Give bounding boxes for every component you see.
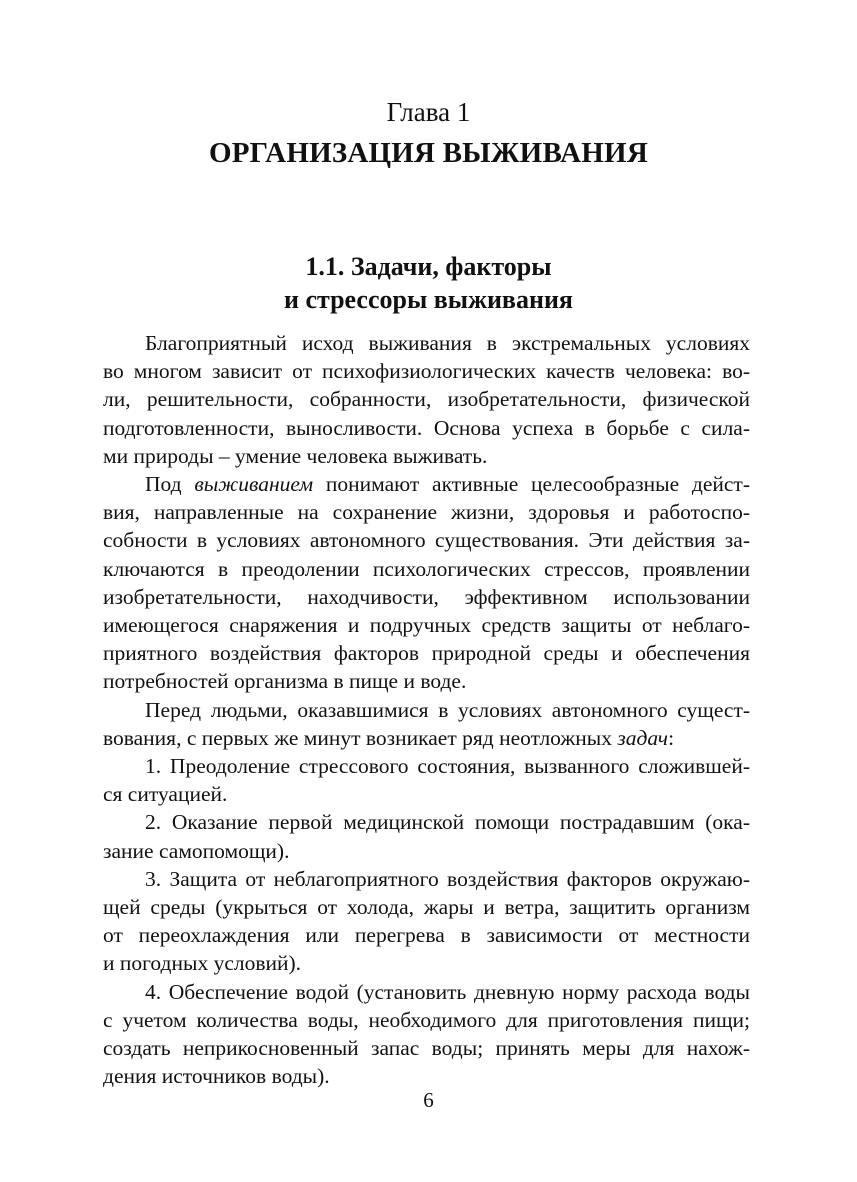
text-fragment: понимают активные целесообразные дейст-: [313, 472, 750, 497]
italic-term: задач: [617, 725, 669, 750]
text-line: подготовленности, выносливости. Основа успеха в борьбе с сила-: [103, 415, 750, 440]
text-line: ми природы – умение человека выживать.: [103, 443, 488, 468]
text-line: 4. Обеспечение водой (установить дневную норму расхода воды: [145, 979, 750, 1004]
section-title: [0, 250, 857, 316]
page-number: 6: [423, 1088, 434, 1112]
text-line: потребностей организма в пище и воде.: [103, 669, 467, 694]
text-line: [103, 724, 750, 752]
list-item-2: [103, 808, 750, 864]
text-line: вия, направленные на сохранение жизни, здоровья и работоспо-: [103, 500, 750, 525]
text-line: 1. Преодоление стрессового состояния, вызванного сложившей-: [145, 754, 750, 779]
text-line: во многом зависит от психофизиологических качеств человека: во-: [103, 359, 750, 384]
chapter-title: ОРГАНИЗАЦИЯ ВЫЖИВАНИЯ: [209, 137, 648, 169]
text-line: [103, 470, 750, 498]
section-title-line-1: 1.1. Задачи, факторы: [305, 252, 552, 281]
paragraph-3: [103, 696, 750, 752]
text-line: имеющегося снаряжения и подручных средств защиты от неблаго-: [103, 613, 750, 638]
list-item-3: [103, 865, 750, 978]
text-line: дения источников воды).: [103, 1064, 330, 1089]
paragraph-1: [103, 329, 750, 470]
text-line: Благоприятный исход выживания в экстремальных условиях: [145, 331, 750, 355]
text-line: изобретательности, находчивости, эффективном использовании: [103, 584, 750, 609]
text-line: приятного воздействия факторов природной среды и обеспечения: [103, 641, 750, 666]
text-line: ключаются в преодолении психологических стрессов, проявлении: [103, 556, 750, 581]
text-line: собности в условиях автономного существования. Эти действия за-: [103, 528, 750, 553]
text-line: с учетом количества воды, необходимого для приготовления пищи;: [103, 1007, 750, 1032]
text-line: зание самопомощи).: [103, 838, 290, 863]
text-line: ся ситуацией.: [103, 782, 228, 807]
text-fragment: Под: [145, 472, 195, 497]
list-item-1: [103, 752, 750, 808]
italic-term: выживанием: [194, 472, 314, 497]
paragraph-2: [103, 470, 750, 696]
text-fragment: :: [668, 725, 675, 750]
text-fragment: вования, с первых же минут возникает ряд неотложных: [103, 725, 618, 750]
text-line: 2. Оказание первой медицинской помощи пострадавшим (ока-: [145, 810, 750, 835]
text-line: от переохлаждения или перегрева в зависимости от местности: [103, 923, 750, 948]
chapter-label: Глава 1: [386, 97, 471, 127]
section-title-line-2: и стрессоры выживания: [283, 285, 573, 314]
text-line: ли, решительности, собранности, изобретательности, физической: [103, 387, 750, 412]
body-text: [103, 329, 750, 1090]
text-line: щей среды (укрыться от холода, жары и ветра, защитить организм: [103, 895, 750, 920]
text-line: 3. Защита от неблагоприятного воздействия факторов окружаю-: [145, 866, 750, 891]
text-line: создать неприкосновенный запас воды; принять меры для нахож-: [103, 1036, 750, 1061]
text-line: и погодных условий).: [103, 951, 302, 976]
text-line: Перед людьми, оказавшимися в условиях автономного сущест-: [145, 697, 750, 722]
list-item-4: [103, 978, 750, 1091]
